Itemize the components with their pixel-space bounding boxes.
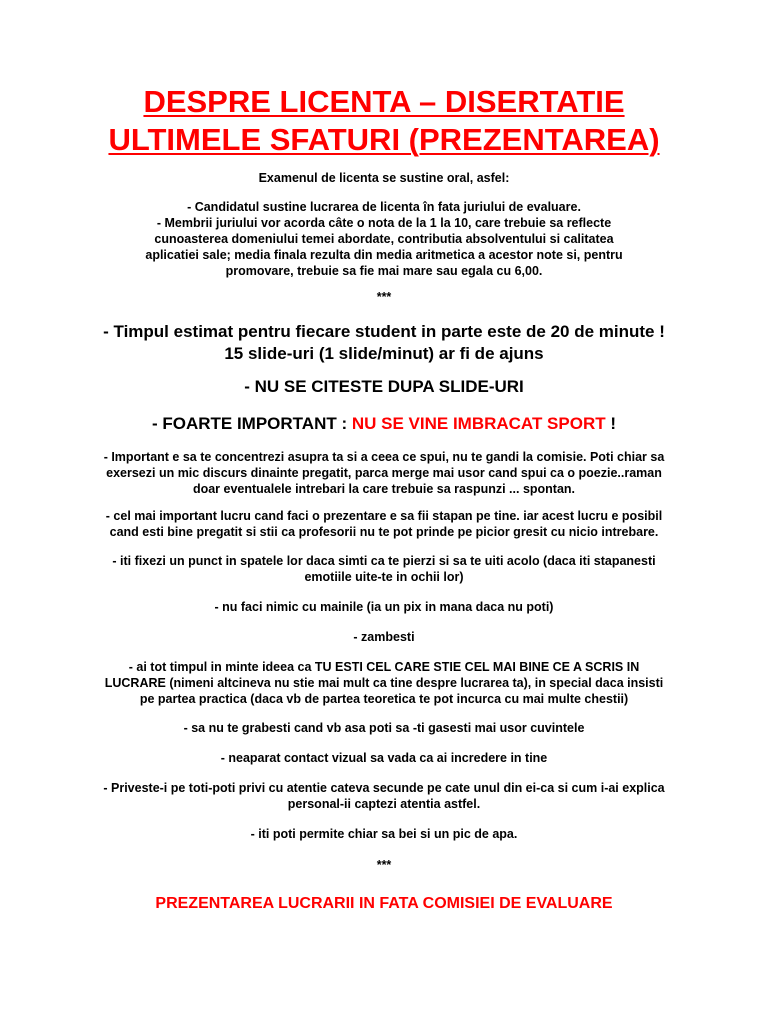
- separator: ***: [376, 290, 392, 304]
- exam-rule-line: promovare, trebuie sa fie mai mare sau egala cu 6,00.: [225, 264, 543, 278]
- title-line-1: DESPRE LICENTA – DISERTATIE: [143, 84, 625, 119]
- tip-line: - sa nu te grabesti cand vb asa poti sa -ti gasesti mai usor cuvintele: [183, 721, 585, 735]
- exam-rule-line: cunoasterea domeniului temei abordate, contributia absolventului si calitatea: [154, 232, 614, 246]
- tip-line: - nu faci nimic cu mainile (ia un pix in mana daca nu poti): [214, 600, 554, 614]
- important-prefix: - FOARTE IMPORTANT :: [151, 414, 352, 433]
- tip-paragraph: [40, 449, 728, 497]
- exam-rule-line: aplicatiei sale; media finala rezulta din media aritmetica a acestor note si, pentru: [145, 248, 623, 262]
- tip-paragraph: [40, 780, 728, 812]
- tip-line: - cel mai important lucru cand faci o prezentare e sa fii stapan pe tine. iar acest lucru e posibil: [105, 509, 663, 523]
- tip-paragraph: [40, 750, 728, 766]
- time-line-2: 15 slide-uri (1 slide/minut) ar fi de ajuns: [224, 344, 544, 363]
- tip-line: emotiile uite-te in ochii lor): [304, 570, 464, 584]
- tip-line: - zambesti: [353, 630, 415, 644]
- tip-line: - ai tot timpul in minte ideea ca TU ESTI CEL CARE STIE CEL MAI BINE CE A SCRIS IN: [128, 660, 640, 674]
- tip-paragraph: [40, 599, 728, 615]
- tip-paragraph: [40, 508, 728, 540]
- tip-line: - Priveste-i pe toti-poti privi cu atentie cateva secunde pe cate unul din ei-ca si cum i-ai explica: [103, 781, 665, 795]
- exam-rule-line: - Membrii juriului vor acorda câte o nota de la 1 la 10, care trebuie sa reflecte: [156, 216, 612, 230]
- tip-paragraph: [40, 659, 728, 707]
- tip-line: - neaparat contact vizual sa vada ca ai incredere in tine: [220, 751, 548, 765]
- time-line-1: - Timpul estimat pentru fiecare student in parte este de 20 de minute !: [103, 322, 665, 341]
- tip-line: doar eventualele intrebari la care trebuie sa raspunzi ... spontan.: [192, 482, 576, 496]
- tip-paragraph: [40, 553, 728, 585]
- tip-line: personal-ii captezi atentia astfel.: [287, 797, 481, 811]
- no-read-paragraph: - NU SE CITESTE DUPA SLIDE-URI: [244, 377, 524, 396]
- tip-line: LUCRARE (nimeni altcineva nu stie mai mult ca tine despre lucrarea ta), in special daca insisti: [104, 676, 664, 690]
- tip-paragraph: [40, 826, 728, 842]
- title-line-2: ULTIMELE SFATURI (PREZENTAREA): [108, 122, 660, 157]
- important-suffix: !: [605, 414, 617, 433]
- tip-paragraph: [40, 720, 728, 736]
- tip-line: exersezi un mic discurs dinainte pregatit, parca merge mai usor cand spui ca o poezie..raman: [106, 466, 662, 480]
- tip-line: - Important e sa te concentrezi asupra ta si a ceea ce spui, nu te gandi la comisie. Poti chiar sa: [103, 450, 665, 464]
- intro-paragraph: Examenul de licenta se sustine oral, asfel:: [258, 171, 510, 185]
- separator: ***: [376, 858, 392, 872]
- tip-line: pe partea practica (daca vb de partea teoretica te pot incurca cu mai multe chestii): [139, 692, 629, 706]
- tip-line: - iti poti permite chiar sa bei si un pic de apa.: [250, 827, 518, 841]
- tip-paragraph: [40, 629, 728, 645]
- time-paragraph: [40, 321, 728, 365]
- tip-line: cand esti bine pregatit si stii ca profesorii nu te pot prinde pe picior gresit cu nicio intrebare.: [109, 525, 659, 539]
- exam-rule-line: - Candidatul sustine lucrarea de licenta în fata juriului de evaluare.: [187, 200, 581, 214]
- important-highlight: NU SE VINE IMBRACAT SPORT: [351, 414, 606, 433]
- tip-line: - iti fixezi un punct in spatele lor daca simti ca te pierzi si sa te uiti acolo (daca iti stapanesti: [112, 554, 656, 568]
- section-heading: PREZENTAREA LUCRARII IN FATA COMISIEI DE EVALUARE: [155, 895, 613, 912]
- important-paragraph: [40, 413, 728, 435]
- exam-rules-paragraph: [40, 199, 728, 279]
- page-title: [0, 83, 768, 159]
